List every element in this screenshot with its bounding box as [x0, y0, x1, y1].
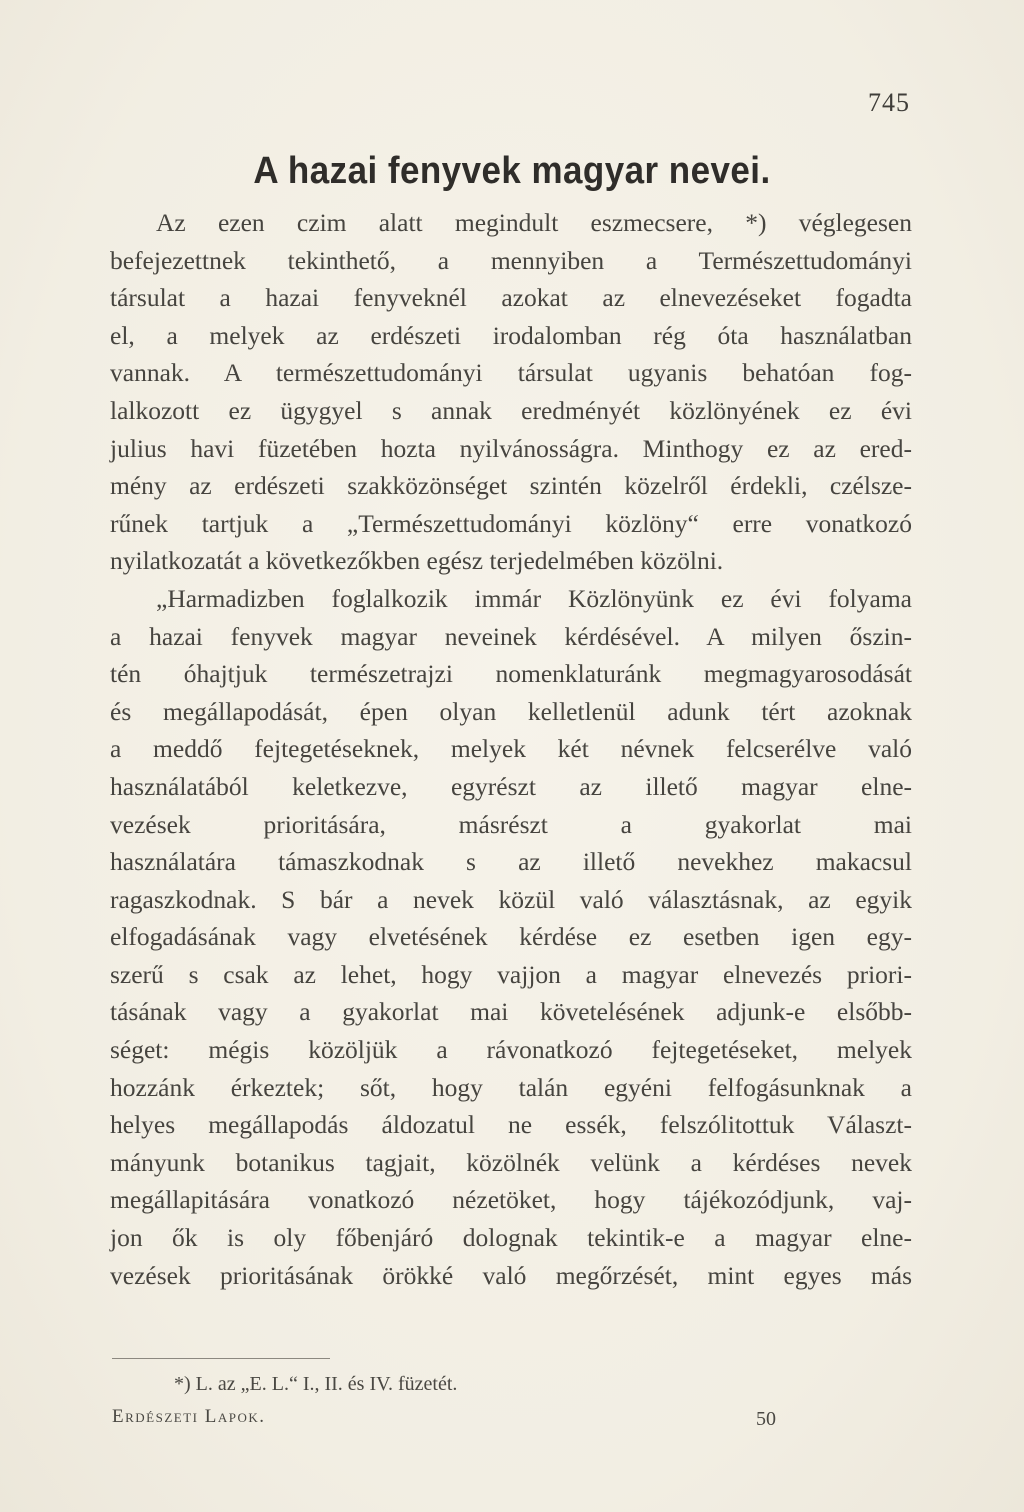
text-line: el, a melyek az erdészeti irodalomban rég óta használatban: [110, 320, 912, 350]
text-line: használatából keletkezve, egyrészt az illető magyar elne-: [110, 771, 912, 801]
text-line: rűnek tartjuk a „Természettudományi közlöny“ erre vonatkozó: [110, 508, 912, 538]
text-line: befejezettnek tekinthető, a mennyiben a Természettudományi: [110, 245, 912, 275]
text-line: séget: mégis közöljük a rávonatkozó fejtegetéseket, melyek: [110, 1035, 912, 1065]
text-line: vannak. A természettudományi társulat ugyanis behatóan fog-: [110, 358, 912, 388]
text-line: a hazai fenyvek magyar neveinek kérdésével. A milyen őszin-: [110, 621, 912, 651]
article-title: A hazai fenyvek magyar nevei.: [253, 150, 771, 192]
text-line: társulat a hazai fenyveknél azokat az elnevezéseket fogadta: [110, 283, 912, 313]
text-line: hozzánk érkeztek; sőt, hogy talán egyéni felfogásunknak a: [110, 1072, 912, 1102]
page-number: 745: [868, 88, 910, 117]
text-line: ragaszkodnak. S bár a nevek közül való választásnak, az egyik: [110, 884, 912, 914]
text-line: tén óhajtjuk természetrajzi nomenklaturánk megmagyarosodását: [110, 659, 912, 689]
text-line: megállapitására vonatkozó nézetöket, hogy tájékozódjunk, vaj-: [110, 1185, 912, 1215]
text-line: vezések prioritásának örökké való megőrzését, mint egyes más: [110, 1260, 912, 1290]
text-line: vezések prioritására, másrészt a gyakorlat mai: [110, 809, 912, 839]
text-line: mény az erdészeti szakközönséget szintén közelről érdekli, czélsze-: [110, 471, 912, 501]
text-line: nyilatkozatát a következőkben egész terjedelmében közölni.: [110, 546, 724, 576]
text-line: szerű s csak az lehet, hogy vajjon a magyar elnevezés priori-: [110, 959, 912, 989]
signature-number: 50: [756, 1408, 776, 1430]
text-line: és megállapodását, épen olyan kelletlenül adunk tért azoknak: [110, 696, 912, 726]
footnote: *) L. az „E. L.“ I., II. és IV. füzetét.: [174, 1373, 458, 1395]
article-body: [110, 204, 912, 1294]
text-line: Az ezen czim alatt megindult eszmecsere, *) véglegesen: [156, 208, 912, 237]
text-line: mányunk botanikus tagjait, közölnék velünk a kérdéses nevek: [110, 1147, 912, 1177]
text-line: használatára támaszkodnak s az illető nevekhez makacsul: [110, 847, 912, 877]
text-line: elfogadásának vagy elvetésének kérdése ez esetben igen egy-: [110, 922, 912, 952]
journal-name: Erdészeti Lapok.: [112, 1406, 266, 1427]
footnote-divider: [112, 1358, 330, 1359]
text-line: jon ők is oly főbenjáró dolognak tekintik-e a magyar elne-: [110, 1223, 912, 1253]
text-line: „Harmadizben foglalkozik immár Közlönyünk ez évi folyama: [156, 583, 912, 613]
text-line: a meddő fejtegetéseknek, melyek két névnek felcserélve való: [110, 734, 912, 764]
text-line: helyes megállapodás áldozatul ne essék, felszólitottuk Választ-: [110, 1110, 912, 1140]
text-line: lalkozott ez ügygyel s annak eredményét közlönyének ez évi: [110, 395, 912, 425]
text-line: julius havi füzetében hozta nyilvánosságra. Minthogy ez az ered-: [110, 433, 912, 463]
text-line: tásának vagy a gyakorlat mai követelésének adjunk-e elsőbb-: [110, 997, 912, 1027]
